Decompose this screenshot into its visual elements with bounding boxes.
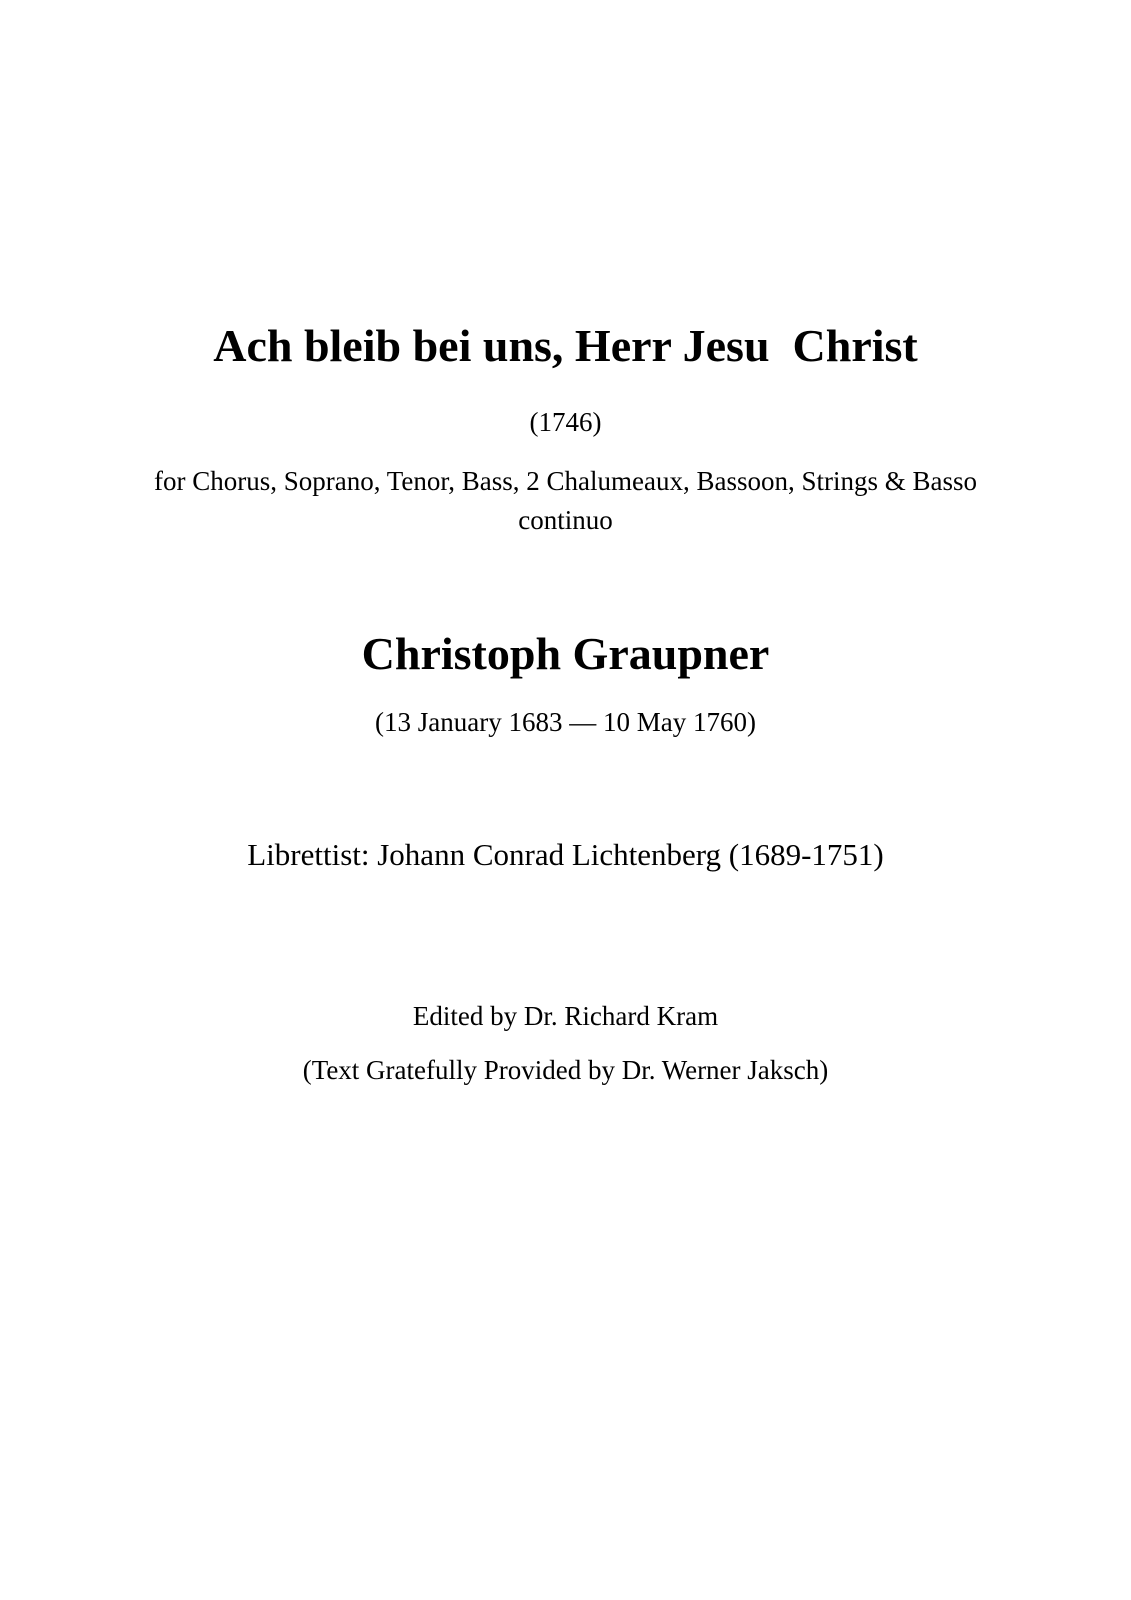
composition-year: (1746) xyxy=(529,407,602,437)
work-title: Ach bleib bei uns, Herr Jesu Christ xyxy=(213,320,918,371)
composer-lifespan: (13 January 1683 — 10 May 1760) xyxy=(375,707,756,737)
composer-name: Christoph Graupner xyxy=(361,628,770,679)
librettist: Librettist: Johann Conrad Lichtenberg (1689-1751) xyxy=(247,837,884,872)
text-credit: (Text Gratefully Provided by Dr. Werner Jaksch) xyxy=(302,1055,829,1085)
instrumentation: for Chorus, Soprano, Tenor, Bass, 2 Chalumeaux, Bassoon, Strings & Basso continuo xyxy=(154,466,977,535)
editor-credit: Edited by Dr. Richard Kram xyxy=(412,1001,719,1031)
